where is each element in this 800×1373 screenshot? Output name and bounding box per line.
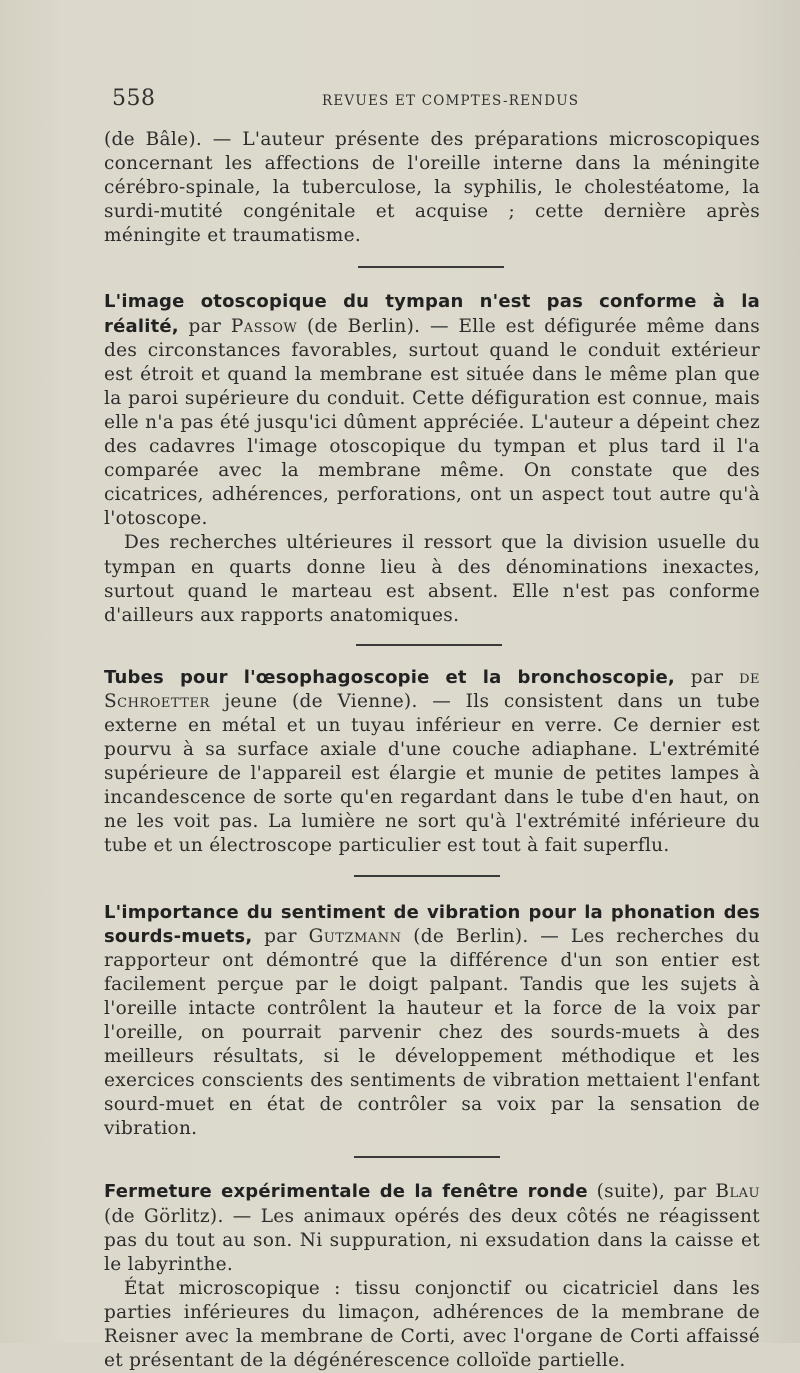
article-byline-prefix: par xyxy=(674,666,740,688)
article-author: Blau xyxy=(715,1181,760,1203)
running-title: REVUES ET COMPTES-RENDUS xyxy=(322,93,580,109)
section-divider xyxy=(354,1156,500,1158)
article-author: Passow xyxy=(230,315,298,337)
article-paragraph xyxy=(104,901,760,1142)
section-divider xyxy=(354,875,500,877)
article-text: jeune (de Vienne). — Ils consistent dans un tube externe en métal et un tuyau inférieur en verre. Ce dernier est pourvu à sa surface axiale d'une couche adiaphane. L'extrémité supérieure de l'appareil est élargie et munie de petites lampes à incandescence de sorte qu'en regardant dans le tube d'en haut, on ne les voit pas. La lumière ne sort qu'à l'extrémité inférieure du tube et un électroscope particulier est tout à fait superflu. xyxy=(104,690,760,857)
article-paragraph xyxy=(104,666,760,859)
page-body xyxy=(104,128,760,1373)
article-text: (de Berlin). — Les recherches du rapporteur ont démontré que la différence d'un son entier est facilement perçue par le doigt palpant. Tandis que les sujets à l'oreille intacte contrôlent la hauteur et la force de la voix par l'oreille, on pourrait parvenir chez des sourds-muets à des meilleurs résultats, si le développement méthodique et les exercices conscients des sentiments de vibration mettaient l'enfant sourd-muet en état de contrôler sa voix par la sensation de vibration. xyxy=(104,925,760,1140)
page-number: 558 xyxy=(112,86,156,111)
article-vibration-sense xyxy=(104,901,760,1142)
article-paragraph xyxy=(104,1180,760,1276)
article-author: Gutzmann xyxy=(308,925,402,947)
section-divider xyxy=(358,266,504,268)
section-divider xyxy=(356,644,502,646)
article-text: (de Görlitz). — Les animaux opérés des deux côtés ne réagissent pas du tout au son. Ni suppuration, ni exsudation dans la caisse et le labyrinthe. xyxy=(104,1205,760,1275)
article-paragraph-continued: Des recherches ultérieures il ressort que la division usuelle du tympan en quarts donne lieu à des dénominations inexactes, surtout quand le marteau est absent. Elle n'est pas conforme d'ailleurs aux rapports anatomiques. xyxy=(104,532,760,626)
article-byline-prefix: (suite), par xyxy=(587,1181,716,1203)
intro-paragraph: (de Bâle). — L'auteur présente des préparations microscopiques concernant les affections de l'oreille interne dans la méningite cérébro-spinale, la tuberculose, la syphilis, le cholestéatome, la surdi-mutité congénitale et acquise ; cette dernière après méningite et traumatisme. xyxy=(104,129,760,247)
article-paragraph-continued: État microscopique : tissu conjonctif ou cicatriciel dans les parties inférieures du limaçon, adhérences de la membrane de Reisner avec la membrane de Corti, avec l'organe de Corti affaissé et présentant de la dégénérescence colloïde partielle. xyxy=(104,1277,760,1372)
article-byline-prefix: par xyxy=(252,925,309,947)
article-otoscopic-image xyxy=(104,290,760,627)
article-title: L'importance du sentiment de vibration pour la phonation des sourds-muets, xyxy=(104,901,760,947)
article-paragraph xyxy=(104,290,760,531)
article-title: Tubes pour l'œsophagoscopie et la bronchoscopie, xyxy=(104,666,675,688)
article-round-window xyxy=(104,1180,760,1373)
article-title: Fermeture expérimentale de la fenêtre ronde xyxy=(104,1181,588,1203)
article-author: de Schroetter xyxy=(104,666,760,712)
article-esophagoscopy-tubes xyxy=(104,666,760,859)
page-header xyxy=(112,86,582,114)
article-byline-prefix: par xyxy=(178,315,231,337)
article-text: (de Berlin). — Elle est défigurée même dans des circonstances favorables, surtout quand le conduit extérieur est étroit et quand la membrane est située dans le même plan que la paroi supérieure du conduit. Cette défiguration est connue, mais elle n'a pas été jusqu'ici dûment appréciée. L'auteur a dépeint chez des cadavres l'image otoscopique du tympan et plus tard il l'a comparée avec la membrane même. On constate que des cicatrices, adhérences, perforations, ont un aspect tout autre qu'à l'otoscope. xyxy=(104,315,760,530)
article-title: L'image otoscopique du tympan n'est pas conforme à la réalité, xyxy=(104,291,760,337)
